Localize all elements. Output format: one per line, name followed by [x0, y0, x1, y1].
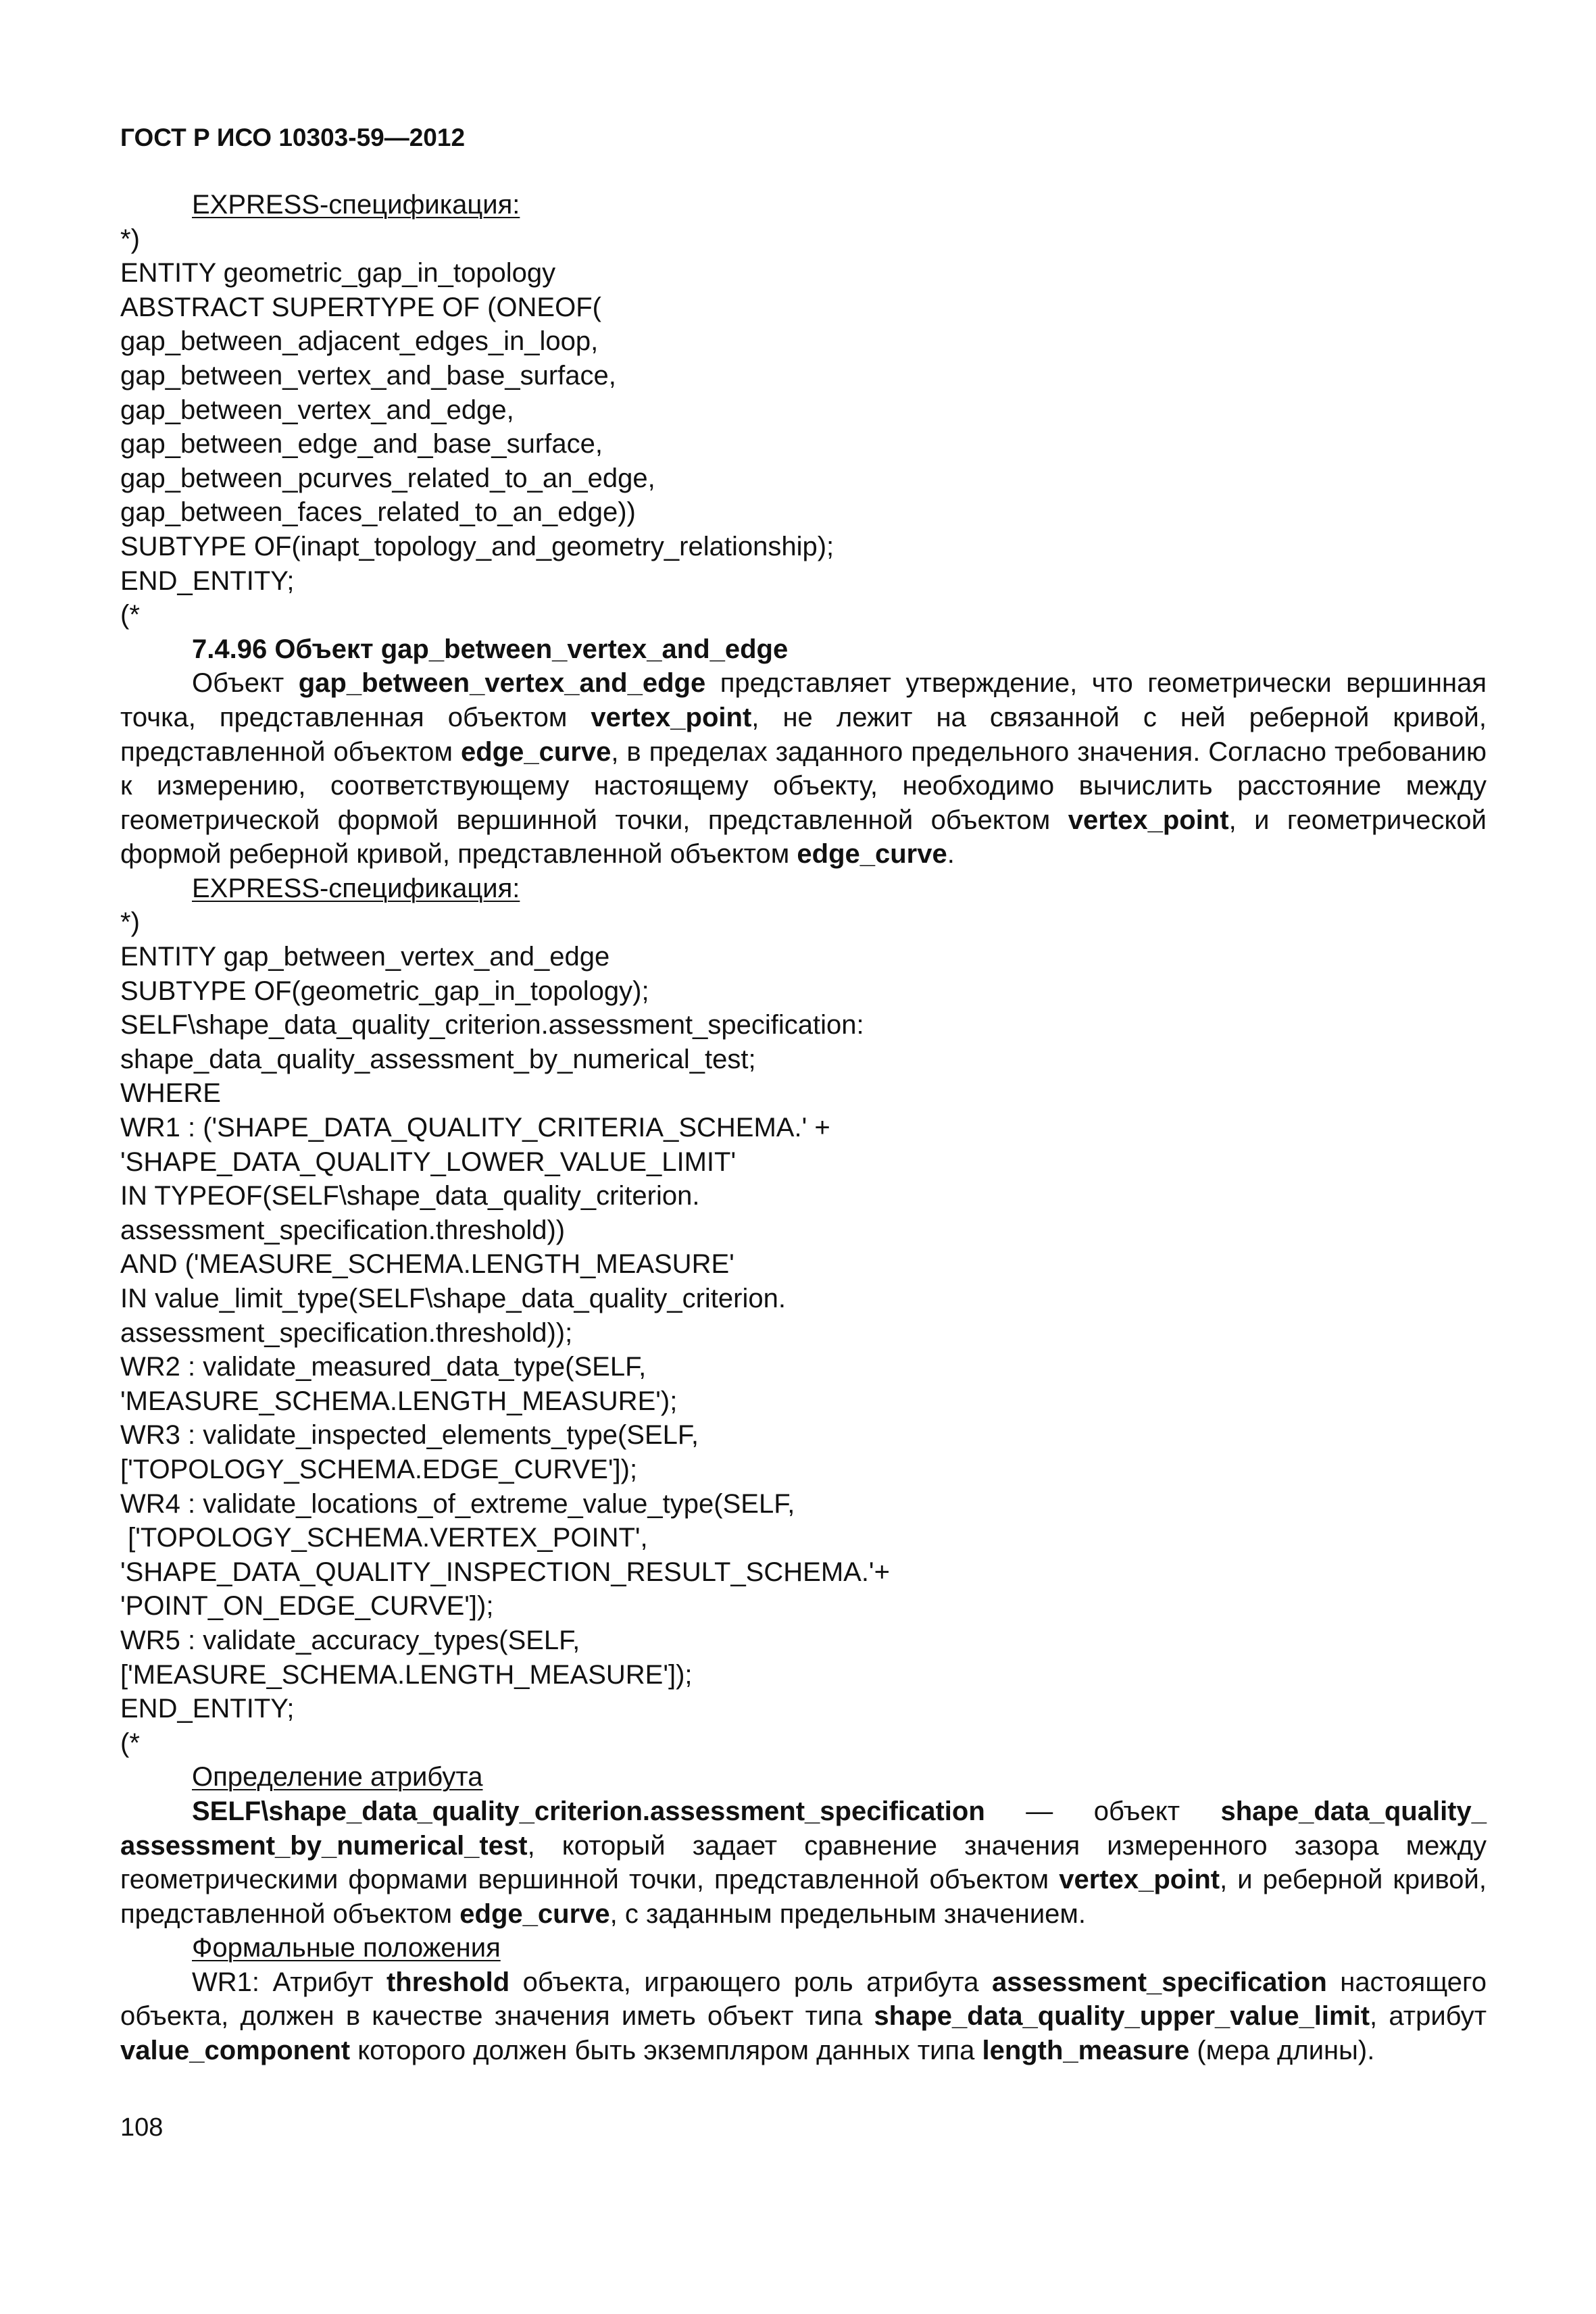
code-line: SELF\shape_data_quality_criterion.assessment_specification: — [120, 1010, 864, 1040]
code-line: WR5 : validate_accuracy_types(SELF, — [120, 1625, 580, 1655]
entity-ref: vertex_point — [1059, 1865, 1220, 1895]
code-line: IN value_limit_type(SELF\shape_data_quality_criterion. — [120, 1284, 786, 1313]
code-line: *) — [120, 907, 140, 938]
entity-ref: value_component — [120, 2036, 351, 2066]
text-run: (мера длины). — [1189, 2036, 1375, 2066]
code-line: END_ENTITY; — [120, 565, 295, 596]
code-line: WR1 : ('SHAPE_DATA_QUALITY_CRITERIA_SCHEMA.' + — [120, 1113, 830, 1143]
entity-ref: SELF\shape_data_quality_criterion.assessment_specification — [192, 1796, 985, 1826]
express-label: EXPRESS-спецификация: — [192, 190, 520, 220]
code-line: IN TYPEOF(SELF\shape_data_quality_criterion. — [120, 1181, 700, 1211]
text-run: объекта, играющего роль атрибута — [509, 1967, 992, 1997]
entity-ref: assessment_specification — [991, 1967, 1327, 1997]
code-line: ['MEASURE_SCHEMA.LENGTH_MEASURE']); — [120, 1659, 693, 1690]
page-number: 108 — [120, 2113, 164, 2142]
code-line: ['TOPOLOGY_SCHEMA.VERTEX_POINT', — [120, 1523, 648, 1553]
text-run: настоящего объекта, должен в качестве значения иметь объект типа — [120, 1967, 1487, 2032]
code-line: gap_between_faces_related_to_an_edge)) — [120, 497, 636, 528]
code-line: 'POINT_ON_EDGE_CURVE']); — [120, 1591, 494, 1621]
section-description — [120, 666, 1487, 872]
page-header: ГОСТ Р ИСО 10303-59—2012 — [120, 124, 466, 151]
code-line: SUBTYPE OF(geometric_gap_in_topology); — [120, 976, 649, 1006]
code-line: gap_between_adjacent_edges_in_loop, — [120, 326, 599, 357]
entity-ref: length_measure — [982, 2036, 1190, 2066]
formal-propositions-label: Формальные положения — [192, 1933, 501, 1963]
code-line: ABSTRACT SUPERTYPE OF (ONEOF( — [120, 292, 601, 322]
code-line: *) — [120, 224, 140, 254]
code-line: assessment_specification.threshold)); — [120, 1317, 573, 1348]
code-line: WR4 : validate_locations_of_extreme_value_type(SELF, — [120, 1488, 795, 1519]
express-block-geometric-gap — [120, 188, 1487, 632]
code-line: 'MEASURE_SCHEMA.LENGTH_MEASURE'); — [120, 1386, 678, 1416]
text-run: , в пределах заданного предельного значения. Согласно требованию к измерению, соответствующему настоящему объекту, необходимо вычислить расстояние между геометрической формой вершинной точки, представленной объектом — [120, 736, 1487, 835]
code-line: WR2 : validate_measured_data_type(SELF, — [120, 1352, 647, 1382]
code-line: gap_between_edge_and_base_surface, — [120, 429, 603, 459]
text-run: Объект — [192, 668, 299, 699]
text-run: WR1: Атрибут — [192, 1967, 386, 1997]
code-line: gap_between_pcurves_related_to_an_edge, — [120, 463, 655, 493]
code-line: (* — [120, 1728, 140, 1758]
entity-ref: vertex_point — [1068, 805, 1229, 835]
entity-ref: edge_curve — [459, 1898, 610, 1929]
express-label: EXPRESS-спецификация: — [192, 873, 520, 903]
entity-ref: gap_between_vertex_and_edge — [298, 668, 706, 699]
code-line: ENTITY gap_between_vertex_and_edge — [120, 942, 610, 972]
code-line: ['TOPOLOGY_SCHEMA.EDGE_CURVE']); — [120, 1454, 638, 1484]
attribute-definition — [120, 1794, 1487, 1931]
entity-ref: shape_data_quality_ assessment_by_numerical_test — [120, 1796, 1487, 1861]
code-line: gap_between_vertex_and_edge, — [120, 395, 514, 425]
text-run: , который задает сравнение значения измеренного зазора между геометрическими формами вершинной точки, представленной объектом — [120, 1830, 1487, 1895]
code-line: SUBTYPE OF(inapt_topology_and_geometry_relationship); — [120, 531, 834, 561]
attribute-definition-label: Определение атрибута — [192, 1762, 483, 1792]
code-line: (* — [120, 600, 140, 630]
formal-propositions — [120, 1965, 1487, 2068]
text-run: , атрибут — [1370, 2001, 1487, 2032]
code-line: gap_between_vertex_and_base_surface, — [120, 360, 616, 391]
document-page — [120, 122, 1487, 2068]
code-line: END_ENTITY; — [120, 1694, 295, 1724]
text-run: , и реберной кривой, представленной объектом — [120, 1865, 1487, 1929]
code-line: ENTITY geometric_gap_in_topology — [120, 258, 556, 288]
section-heading: 7.4.96 Объект gap_between_vertex_and_edge — [192, 634, 789, 664]
entity-ref: shape_data_quality_upper_value_limit — [874, 2001, 1370, 2032]
text-run: . — [947, 839, 955, 870]
text-run: , не лежит на связанной с ней реберной кривой, представленной объектом — [120, 702, 1487, 767]
entity-ref: vertex_point — [591, 702, 752, 732]
code-line: shape_data_quality_assessment_by_numerical_test; — [120, 1044, 756, 1074]
text-run: представляет утверждение, что геометрически вершинная точка, представленная объектом — [120, 668, 1487, 732]
code-line: assessment_specification.threshold)) — [120, 1215, 566, 1245]
code-line: WHERE — [120, 1078, 221, 1109]
entity-ref: edge_curve — [461, 736, 612, 767]
code-line: AND ('MEASURE_SCHEMA.LENGTH_MEASURE' — [120, 1249, 734, 1280]
text-run: — объект — [984, 1796, 1221, 1826]
text-run: , и геометрической формой реберной кривой, представленной объектом — [120, 805, 1487, 870]
entity-ref: edge_curve — [797, 839, 947, 870]
code-line: 'SHAPE_DATA_QUALITY_INSPECTION_RESULT_SCHEMA.'+ — [120, 1557, 890, 1587]
entity-ref: threshold — [386, 1967, 510, 1997]
code-line: WR3 : validate_inspected_elements_type(SELF, — [120, 1420, 699, 1451]
code-line: 'SHAPE_DATA_QUALITY_LOWER_VALUE_LIMIT' — [120, 1147, 737, 1177]
text-run: , с заданным предельным значением. — [609, 1898, 1087, 1929]
express-block-gap-between-vertex-and-edge — [120, 872, 1487, 1760]
text-run: которого должен быть экземпляром данных типа — [350, 2036, 982, 2066]
